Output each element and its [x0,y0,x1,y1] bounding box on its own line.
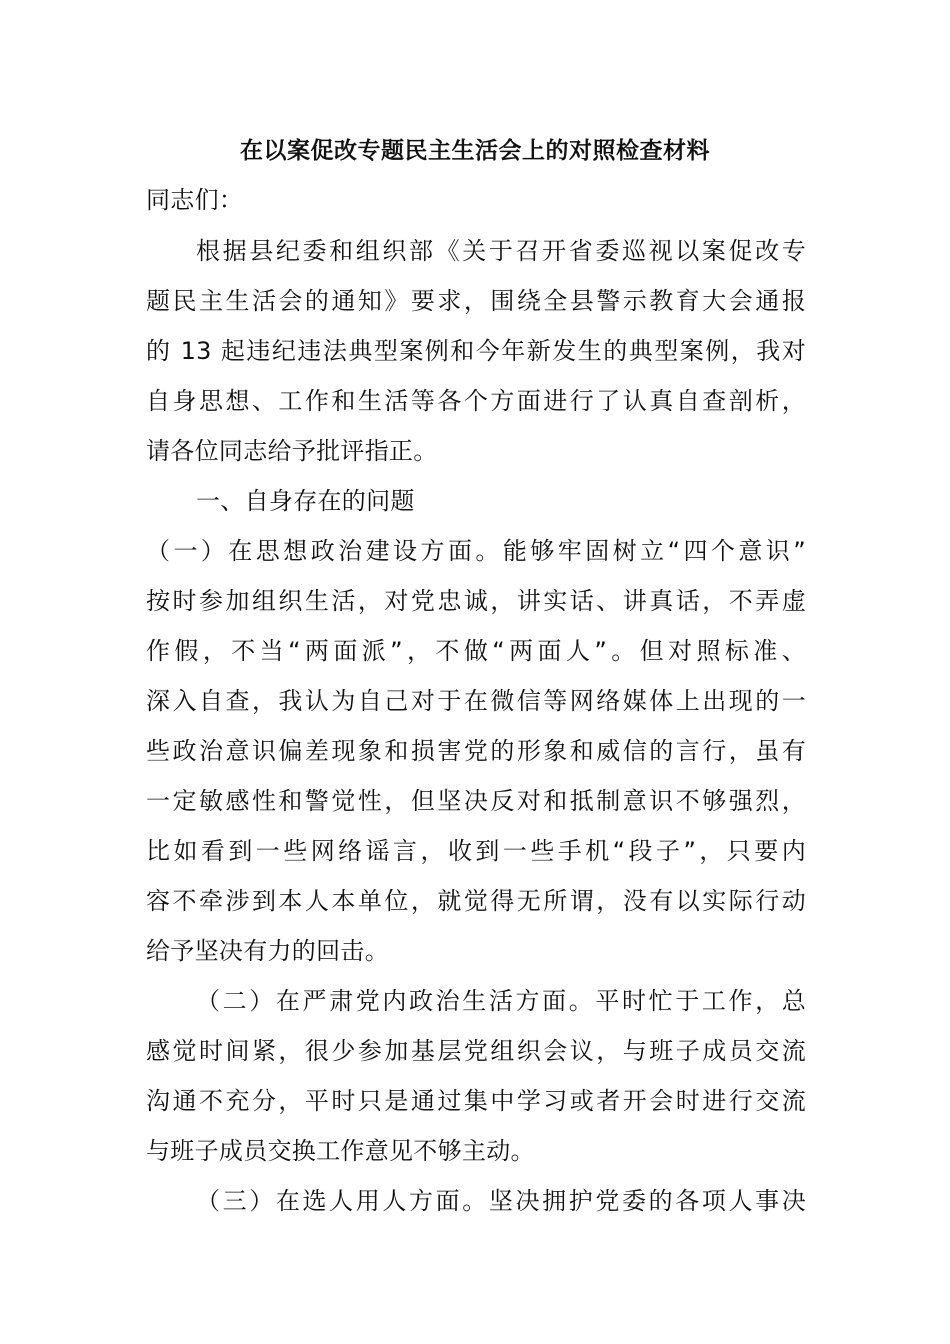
intro-line-3: 的 13 起违纪违法典型案例和今年新发生的典型案例，我对 [146,337,806,365]
item1-line-1: （一）在思想政治建设方面。能够牢固树立“四个意识” [146,537,806,565]
item1-line-5: 些政治意识偏差现象和损害党的形象和威信的言行，虽有 [146,737,806,765]
item1-line-6: 一定敏感性和警觉性，但坚决反对和抵制意识不够强烈， [146,787,806,815]
document-title: 在以案促改专题民主生活会上的对照检查材料 [240,138,710,164]
item1-line-2: 按时参加组织生活，对党忠诚，讲实话、讲真话，不弄虚 [146,587,806,615]
intro-line-2: 题民主生活会的通知》要求，围绕全县警示教育大会通报 [146,287,806,315]
item1-line-9: 给予坚决有力的回击。 [146,937,389,965]
item1-line-7: 比如看到一些网络谣言，收到一些手机“段子”，只要内 [146,837,806,865]
item2-line-4: 与班子成员交换工作意见不够主动。 [146,1137,535,1165]
section-heading: 一、自身存在的问题 [196,487,415,515]
intro-line-4: 自身思想、工作和生活等各个方面进行了认真自查剖析， [146,387,806,415]
salutation: 同志们： [146,186,244,214]
item1-line-8: 容不牵涉到本人本单位，就觉得无所谓，没有以实际行动 [146,887,806,915]
item2-line-2: 感觉时间紧，很少参加基层党组织会议，与班子成员交流 [146,1037,806,1065]
intro-line-1: 根据县纪委和组织部《关于召开省委巡视以案促改专 [196,237,806,265]
intro-line-5: 请各位同志给予批评指正。 [146,437,438,465]
item1-line-3: 作假，不当“两面派”，不做“两面人”。但对照标准、 [146,637,806,665]
item1-line-4: 深入自查，我认为自己对于在微信等网络媒体上出现的一 [146,687,806,715]
item3-line-1: （三）在选人用人方面。坚决拥护党委的各项人事决 [196,1187,806,1215]
item2-line-3: 沟通不充分，平时只是通过集中学习或者开会时进行交流 [146,1087,806,1115]
item2-line-1: （二）在严肃党内政治生活方面。平时忙于工作，总 [196,987,806,1015]
